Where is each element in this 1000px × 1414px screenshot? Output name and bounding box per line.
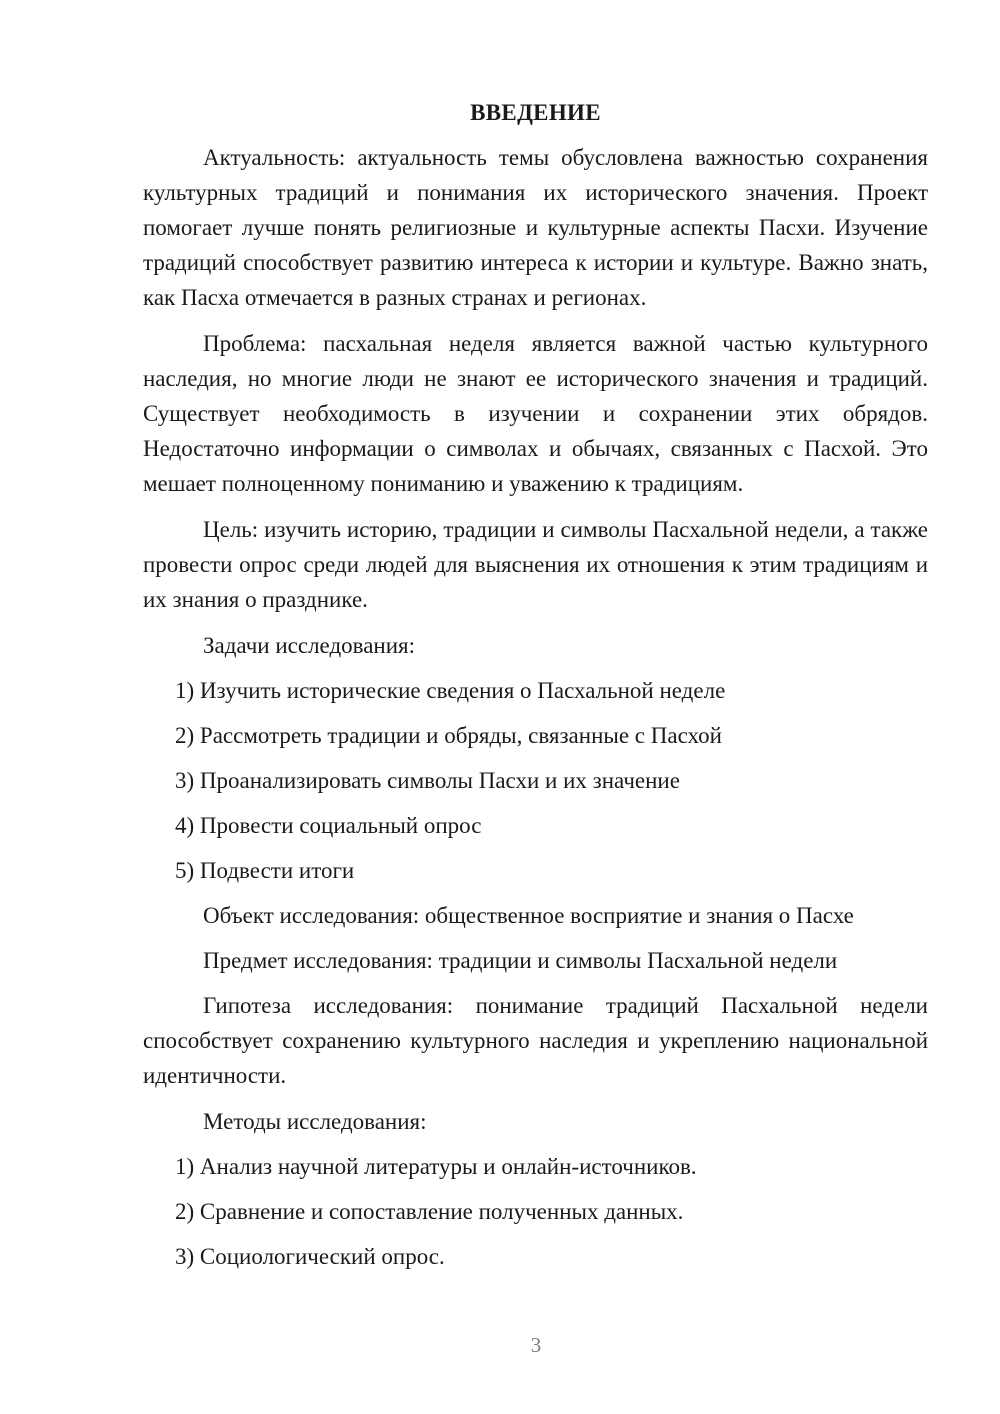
task-item: 4) Провести социальный опрос: [175, 813, 482, 838]
method-item: 3) Социологический опрос.: [175, 1244, 445, 1269]
page-title: ВВЕДЕНИЕ: [470, 100, 601, 125]
goal-paragraph: Цель: изучить историю, традиции и символы Пасхальной недели, а также провести опрос среди людей для выяснения их отношения к этим традициям и их знания о празднике.: [143, 517, 928, 612]
method-item: 2) Сравнение и сопоставление полученных данных.: [175, 1199, 684, 1224]
task-item: 1) Изучить исторические сведения о Пасхальной неделе: [175, 678, 726, 703]
problem-paragraph: Проблема: пасхальная неделя является важной частью культурного наследия, но многие люди не знают ее исторического значения и традиций. Существует необходимость в изучении и сохранении этих обрядов. Недостаточно информации о символах и обычаях, связанных с Пасхой. Это мешает полноценному пониманию и уважению к традициям.: [143, 331, 928, 496]
hypothesis-paragraph: Гипотеза исследования: понимание традиций Пасхальной недели способствует сохранению культурного наследия и укреплению национальной идентичности.: [143, 993, 928, 1088]
task-item: 5) Подвести итоги: [175, 858, 355, 883]
actuality-paragraph: Актуальность: актуальность темы обусловлена важностью сохранения культурных традиций и понимания их исторического значения. Проект помогает лучше понять религиозные и культурные аспекты Пасхи. Изучение традиций способствует развитию интереса к истории и культуре. Важно знать, как Пасха отмечается в разных странах и регионах.: [143, 145, 928, 310]
tasks-title: Задачи исследования:: [203, 633, 416, 658]
research-object: Объект исследования: общественное восприятие и знания о Пасхе: [203, 903, 854, 928]
page-number: 3: [530, 1333, 542, 1357]
task-item: 2) Рассмотреть традиции и обряды, связанные с Пасхой: [175, 723, 722, 748]
methods-title: Методы исследования:: [203, 1109, 427, 1134]
document-body: [143, 95, 928, 1284]
task-item: 3) Проанализировать символы Пасхи и их значение: [175, 768, 680, 793]
research-subject: Предмет исследования: традиции и символы Пасхальной недели: [203, 948, 838, 973]
method-item: 1) Анализ научной литературы и онлайн-источников.: [175, 1154, 697, 1179]
